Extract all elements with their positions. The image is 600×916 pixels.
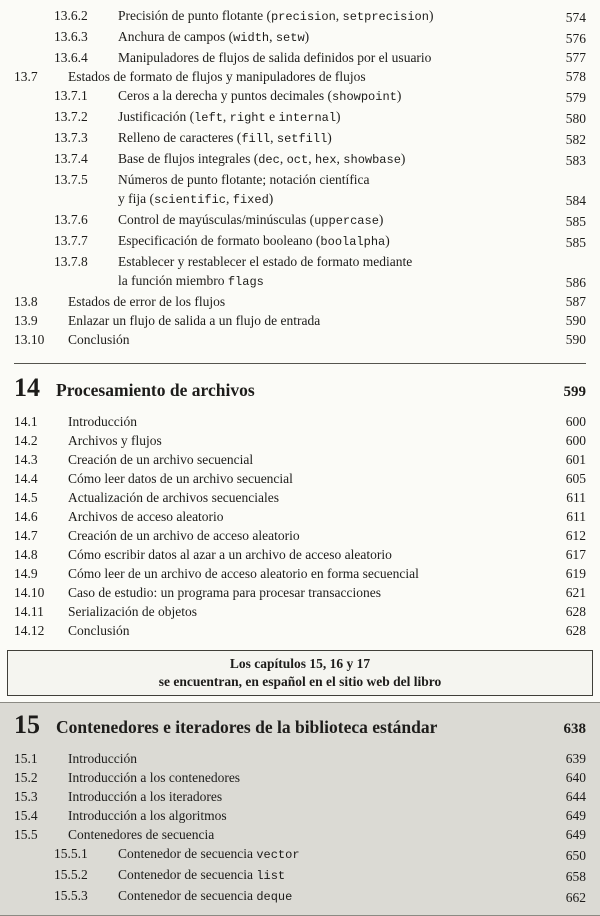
entry-title: Introducción [68,751,137,766]
entry-page: 585 [565,235,586,250]
entry-page: 649 [565,808,586,823]
entry-title: Estados de error de los flujos [68,294,226,309]
entry-title: Precisión de punto flotante (precision, setprecision) [118,8,434,24]
toc-entry [14,488,586,507]
entry-page: 628 [565,604,586,619]
entry-number: 15.3 [14,789,38,804]
entry-number: 13.10 [14,332,45,347]
toc-entry [14,450,586,469]
toc-entry [14,806,586,825]
entry-page: 639 [565,751,586,766]
entry-title: Creación de un archivo de acceso aleatorio [68,528,300,543]
entry-title: Conclusión [68,623,130,638]
entry-number: 14.10 [14,585,45,600]
entry-number: 13.7.2 [54,109,88,124]
toc-entry [14,170,586,210]
toc-entry [14,469,586,488]
chapter-13-entries [14,6,586,349]
entry-number: 13.7.8 [54,254,88,269]
toc-entry [14,86,586,107]
entry-title: Cómo leer de un archivo de acceso aleatorio en forma secuencial [68,566,419,581]
entry-number: 13.6.3 [54,29,88,44]
entry-page: 611 [566,490,586,505]
chapter-title: Contenedores e iteradores de la biblioteca estándar [56,717,438,737]
entry-number: 15.2 [14,770,38,785]
toc-entry [14,412,586,431]
entry-title: Introducción a los algoritmos [68,808,227,823]
entry-number: 13.6.4 [54,50,88,65]
entry-title: Cómo escribir datos al azar a un archivo de acceso aleatorio [68,547,392,562]
toc-entry [14,526,586,545]
toc-entry [14,825,586,844]
chapter-14-block [14,363,586,640]
entry-number: 14.4 [14,471,38,486]
entry-title: Justificación (left, right e internal) [118,109,341,125]
web-chapters-note-line2: se encuentran, en español en el sitio web del libro [158,674,442,689]
entry-number: 13.9 [14,313,38,328]
entry-page: 574 [565,10,586,25]
entry-page: 590 [565,313,586,328]
entry-number: 15.4 [14,808,38,823]
toc-entry [14,27,586,48]
entry-title: Cómo leer datos de un archivo secuencial [68,471,293,486]
toc-entry [14,210,586,231]
entry-title: Base de flujos integrales (dec, oct, hex, showbase) [118,151,406,167]
entry-page: 600 [565,414,586,429]
toc-entry [14,787,586,806]
toc-entry [14,149,586,170]
entry-number: 13.7 [14,69,38,84]
entry-title: Actualización de archivos secuenciales [68,490,280,505]
toc-entry [14,330,586,349]
chapter-15-entries [14,749,586,907]
entry-page: 600 [565,433,586,448]
toc-entry [14,768,586,787]
entry-number: 15.5.1 [54,846,88,861]
web-chapters-note [7,650,593,696]
entry-page: 579 [565,90,586,105]
entry-page: 584 [565,193,586,208]
entry-title: Anchura de campos (width, setw) [118,29,310,45]
entry-page: 650 [565,848,586,863]
entry-number: 14.5 [14,490,38,505]
entry-number: 14.1 [14,414,38,429]
entry-page: 590 [565,332,586,347]
toc-entry [14,545,586,564]
entry-page: 601 [565,452,586,467]
entry-number: 14.2 [14,433,38,448]
toc-entry [14,252,586,292]
entry-number: 14.12 [14,623,45,638]
entry-number: 15.5 [14,827,38,842]
toc-entry [14,231,586,252]
toc-entry [14,128,586,149]
entry-page: 605 [565,471,586,486]
entry-page: 612 [565,528,586,543]
entry-page: 621 [565,585,586,600]
entry-title: Contenedores de secuencia [68,827,215,842]
toc-entry [14,107,586,128]
entry-page: 580 [565,111,586,126]
entry-title: Introducción [68,414,137,429]
entry-number: 14.7 [14,528,38,543]
chapter-14-entries [14,412,586,640]
entry-title: Serialización de objetos [68,604,197,619]
chapter-15-block [0,702,600,916]
entry-number: 13.7.1 [54,88,88,103]
chapter-number: 14 [14,373,40,402]
entry-title: Establecer y restablecer el estado de formato mediante la función miembro flags [118,254,413,289]
entry-title: Introducción a los contenedores [68,770,241,785]
entry-number: 13.7.7 [54,233,88,248]
toc-entry [14,431,586,450]
toc-entry [14,865,586,886]
entry-title: Ceros a la derecha y puntos decimales (showpoint) [118,88,402,104]
entry-page: 586 [565,275,586,290]
entry-page: 578 [565,69,586,84]
web-chapters-note-line1: Los capítulos 15, 16 y 17 [229,656,371,671]
entry-number: 15.5.3 [54,888,88,903]
entry-title: Archivos de acceso aleatorio [68,509,224,524]
entry-number: 13.7.4 [54,151,88,166]
entry-page: 577 [565,50,586,65]
entry-title: Contenedor de secuencia list [118,867,286,883]
entry-number: 15.5.2 [54,867,88,882]
entry-number: 13.7.6 [54,212,88,227]
entry-title: Archivos y flujos [68,433,162,448]
entry-title: Caso de estudio: un programa para procesar transacciones [68,585,382,600]
entry-number: 13.7.5 [54,172,88,187]
chapter-page: 638 [563,721,586,737]
entry-title: Estados de formato de flujos y manipuladores de flujos [68,69,366,84]
entry-number: 14.6 [14,509,38,524]
entry-number: 14.8 [14,547,38,562]
toc-entry [14,48,586,67]
entry-title: Números de punto flotante; notación científica y fija (scientific, fixed) [118,172,370,207]
entry-page: 576 [565,31,586,46]
entry-number: 14.9 [14,566,38,581]
entry-title: Manipuladores de flujos de salida definidos por el usuario [118,50,432,65]
toc-entry [14,621,586,640]
entry-number: 14.11 [14,604,44,619]
entry-page: 582 [565,132,586,147]
entry-title: Contenedor de secuencia deque [118,888,293,904]
entry-title: Enlazar un flujo de salida a un flujo de entrada [68,313,321,328]
entry-title: Especificación de formato booleano (boolalpha) [118,233,390,249]
toc-entry [14,844,586,865]
entry-page: 585 [565,214,586,229]
entry-page: 640 [565,770,586,785]
entry-page: 649 [565,827,586,842]
chapter-page: 599 [563,384,586,400]
toc-entry [14,602,586,621]
entry-page: 644 [565,789,586,804]
toc-entry [14,749,586,768]
entry-number: 14.3 [14,452,38,467]
chapter-14-heading [14,374,586,406]
chapter-number: 15 [14,710,40,739]
chapter-title: Procesamiento de archivos [56,380,255,400]
toc-entry [14,507,586,526]
entry-page: 658 [565,869,586,884]
entry-page: 619 [565,566,586,581]
entry-page: 611 [566,509,586,524]
entry-page: 617 [565,547,586,562]
entry-number: 13.8 [14,294,38,309]
toc-entry [14,67,586,86]
toc-entry [14,311,586,330]
entry-page: 587 [565,294,586,309]
entry-number: 15.1 [14,751,38,766]
entry-number: 13.6.2 [54,8,88,23]
entry-title: Conclusión [68,332,130,347]
toc-entry [14,886,586,907]
entry-title: Contenedor de secuencia vector [118,846,300,862]
toc-entry [14,6,586,27]
toc-entry [14,292,586,311]
entry-page: 662 [565,890,586,905]
entry-title: Relleno de caracteres (fill, setfill) [118,130,332,146]
entry-page: 583 [565,153,586,168]
chapter-15-heading [14,711,586,743]
toc-entry [14,564,586,583]
entry-page: 628 [565,623,586,638]
entry-number: 13.7.3 [54,130,88,145]
entry-title: Introducción a los iteradores [68,789,223,804]
toc-entry [14,583,586,602]
entry-title: Creación de un archivo secuencial [68,452,254,467]
entry-title: Control de mayúsculas/minúsculas (uppercase) [118,212,384,228]
